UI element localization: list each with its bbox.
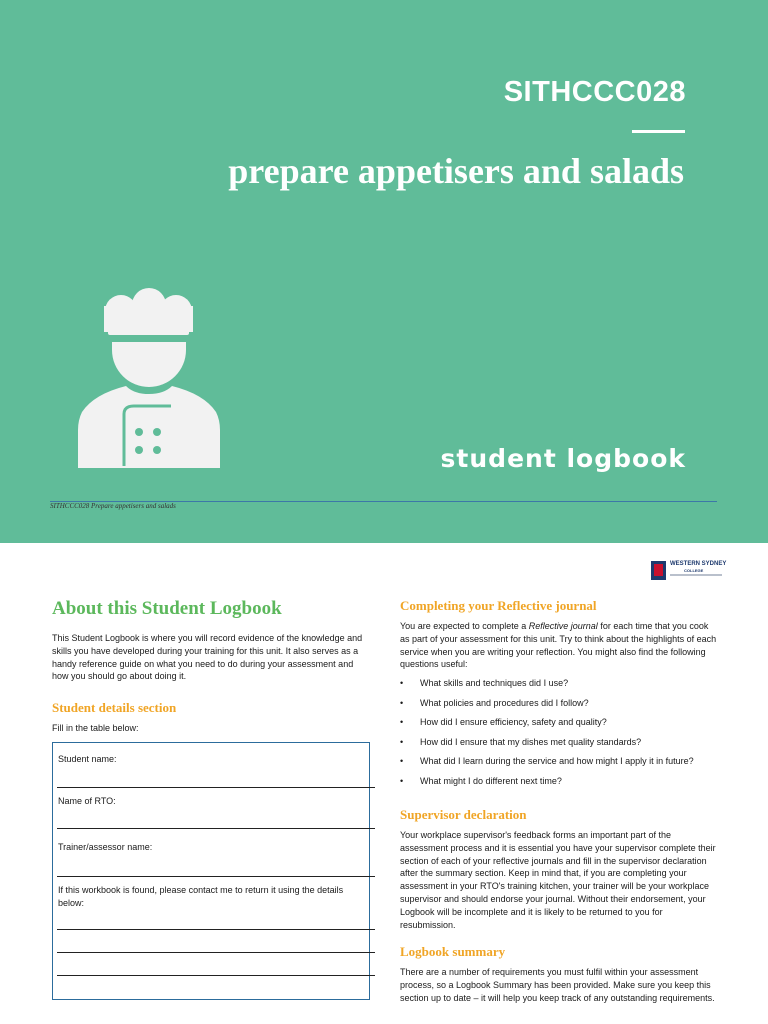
trainer-label: Trainer/assessor name: [58, 842, 153, 852]
college-emblem-icon [651, 561, 666, 580]
reflection-questions [400, 677, 720, 787]
logo-sub: COLLEGE [684, 568, 704, 573]
supervisor-text: Your workplace supervisor's feedback forms an important part of the assessment process and it is essential you have your supervisor complete their section of each of your reflective journals and fill in the supervisor declaration after the summary section. Keep in mind that, if you are completing your assessment in your RTO's training kitchen, your trainer will be your workplace supervisor and should endorse your journal. Without their endorsement, your Logbook will be incomplete and it is likely to be returned to you for resubmission. [400, 830, 716, 930]
contact-line-3[interactable] [57, 975, 375, 976]
list-item: • What policies and procedures did I follow? [400, 697, 720, 710]
list-item: • What skills and techniques did I use? [400, 677, 720, 690]
summary-heading: Logbook summary [400, 944, 506, 960]
reflective-heading: Completing your Reflective journal [400, 598, 597, 613]
supervisor-heading: Supervisor declaration [400, 807, 527, 823]
trainer-line[interactable] [57, 876, 375, 877]
student-name-label: Student name: [58, 754, 117, 764]
rto-line[interactable] [57, 828, 375, 829]
about-text: This Student Logbook is where you will record evidence of the knowledge and skills you have developed during your training for this unit. It also serves as a handy reference guide on what you need to do during your assessment and how you should go about doing it. [52, 633, 363, 682]
unit-code: SITHCCC028 [503, 76, 686, 108]
student-details-heading: Student details section [52, 700, 177, 716]
title-rule [632, 130, 685, 133]
left-column [52, 598, 370, 735]
list-item: • What might I do different next time? [400, 775, 720, 788]
cover-subtitle: student logbook [440, 444, 686, 473]
cover-footer: SITHCCC028 Prepare appetisers and salads [50, 502, 176, 510]
college-logo [651, 561, 731, 581]
cover-title: prepare appetisers and salads [228, 151, 684, 191]
found-label: If this workbook is found, please contact me to return it using the details below: [58, 885, 344, 908]
logo-name: WESTERN SYDNEY [670, 561, 727, 567]
right-column [400, 598, 720, 1005]
summary-text: There are a number of requirements you must fulfil within your assessment process, so a Logbook Summary has been provided. Make sure you keep this section up to date – it will help you keep track of any outstanding requirements. [400, 967, 715, 1004]
student-name-line[interactable] [57, 787, 375, 788]
contact-line-2[interactable] [57, 952, 375, 953]
student-details-form [52, 742, 370, 1000]
chef-icon [76, 288, 222, 470]
list-item: • What did I learn during the service and how might I apply it in future? [400, 755, 720, 768]
rto-label: Name of RTO: [58, 796, 116, 806]
student-details-instruction: Fill in the table below: [52, 723, 139, 734]
reflective-text: You are expected to complete a Reflective journal for each time that you cook as part of your assessment for this unit. Try to think about the highlights of each service when you are writing your reflection. You might also find the following questions useful: [400, 621, 717, 670]
contact-line-1[interactable] [57, 929, 375, 930]
list-item: • How did I ensure that my dishes met quality standards? [400, 736, 720, 749]
about-heading: About this Student Logbook [52, 598, 282, 619]
list-item: • How did I ensure efficiency, safety and quality? [400, 716, 720, 729]
logo-tagline-line [670, 574, 722, 576]
